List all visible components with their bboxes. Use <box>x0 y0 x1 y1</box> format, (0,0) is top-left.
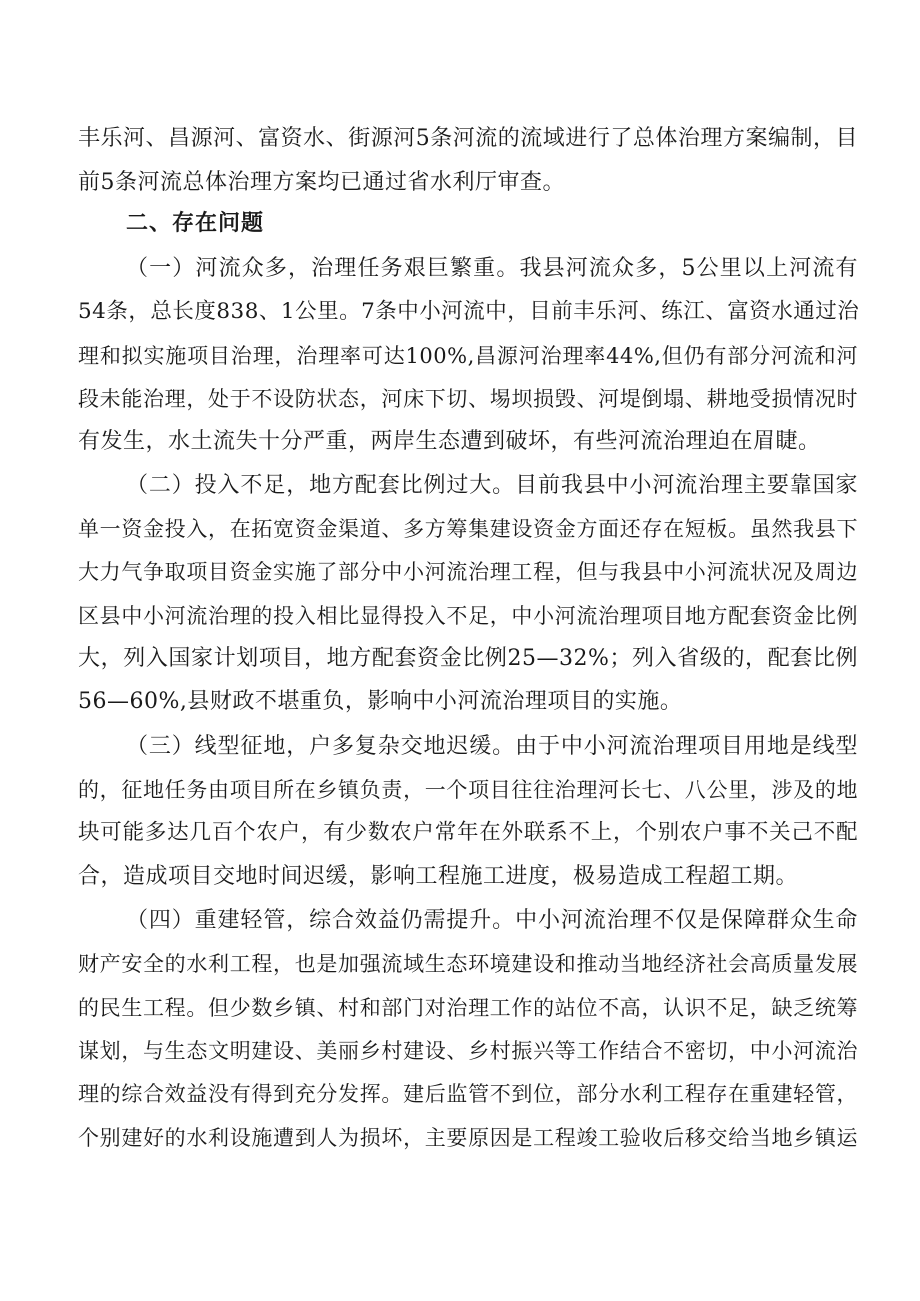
intro-line-2: 前5条河流总体治理方案均已通过省水利厅审查。 <box>78 170 565 195</box>
para-2-line-1: （二）投入不足，地方配套比例过大。目前我县中小河流治理主要靠国家 <box>126 473 858 498</box>
para-4-line-1: （四）重建轻管，综合效益仍需提升。中小河流治理不仅是保障群众生命 <box>126 908 858 933</box>
para-2-line-5: 大，列入国家计划项目，地方配套资金比例25—32%；列入省级的，配套比例 <box>78 646 858 671</box>
intro-line-1: 丰乐河、昌源河、富资水、街源河5条河流的流域进行了总体治理方案编制，目 <box>78 126 858 151</box>
para-1-line-2: 54条，总长度838、1公里。7条中小河流中，目前丰乐河、练江、富资水通过治 <box>78 299 860 324</box>
para-4-line-3: 的民生工程。但少数乡镇、村和部门对治理工作的站位不高，认识不足，缺乏统筹 <box>78 996 858 1020</box>
para-1-line-3: 理和拟实施项目治理，治理率可达100%,昌源河治理率44%,但仍有部分河流和河 <box>78 344 858 368</box>
para-1-line-1: （一）河流众多，治理任务艰巨繁重。我县河流众多，5公里以上河流有 <box>126 256 858 281</box>
para-2-line-4: 区县中小河流治理的投入相比显得投入不足，中小河流治理项目地方配套资金比例 <box>78 604 858 628</box>
section-heading: 二、存在问题 <box>126 211 265 236</box>
para-4-line-6: 个别建好的水利设施遭到人为损坏，主要原因是工程竣工验收后移交给当地乡镇运 <box>78 1126 858 1150</box>
para-3-line-1: （三）线型征地，户多复杂交地迟缓。由于中小河流治理项目用地是线型 <box>126 734 858 759</box>
para-2-line-3: 大力气争取项目资金实施了部分中小河流治理工程，但与我县中小河流状况及周边 <box>78 560 858 584</box>
para-2-line-2: 单一资金投入，在拓宽资金渠道、多方筹集建设资金方面还存在短板。虽然我县下 <box>78 517 858 541</box>
para-1-line-4: 段未能治理，处于不设防状态，河床下切、埸坝损毁、河堤倒塌、耕地受损情况时 <box>78 387 858 411</box>
para-3-line-2: 的，征地任务由项目所在乡镇负责，一个项目往往治理河长七、八公里，涉及的地 <box>78 778 858 802</box>
para-3-line-3: 块可能多达几百个农户，有少数农户常年在外联系不上，个别农户事不关己不配 <box>78 820 858 845</box>
para-3-line-4: 合，造成项目交地时间迟缓，影响工程施工进度，极易造成工程超工期。 <box>78 864 799 889</box>
para-4-line-4: 谋划，与生态文明建设、美丽乡村建设、乡村振兴等工作结合不密切，中小河流治 <box>78 1039 858 1063</box>
para-4-line-2: 财产安全的水利工程，也是加强流域生态环境建设和推动当地经济社会高质量发展 <box>78 952 858 976</box>
para-4-line-5: 理的综合效益没有得到充分发挥。建后监管不到位，部分水利工程存在重建轻管， <box>78 1082 858 1106</box>
para-1-line-5: 有发生，水土流失十分严重，两岸生态遭到破坏，有些河流治理迫在眉睫。 <box>78 429 821 454</box>
para-2-line-6: 56—60%,县财政不堪重负，影响中小河流治理项目的实施。 <box>78 689 683 714</box>
